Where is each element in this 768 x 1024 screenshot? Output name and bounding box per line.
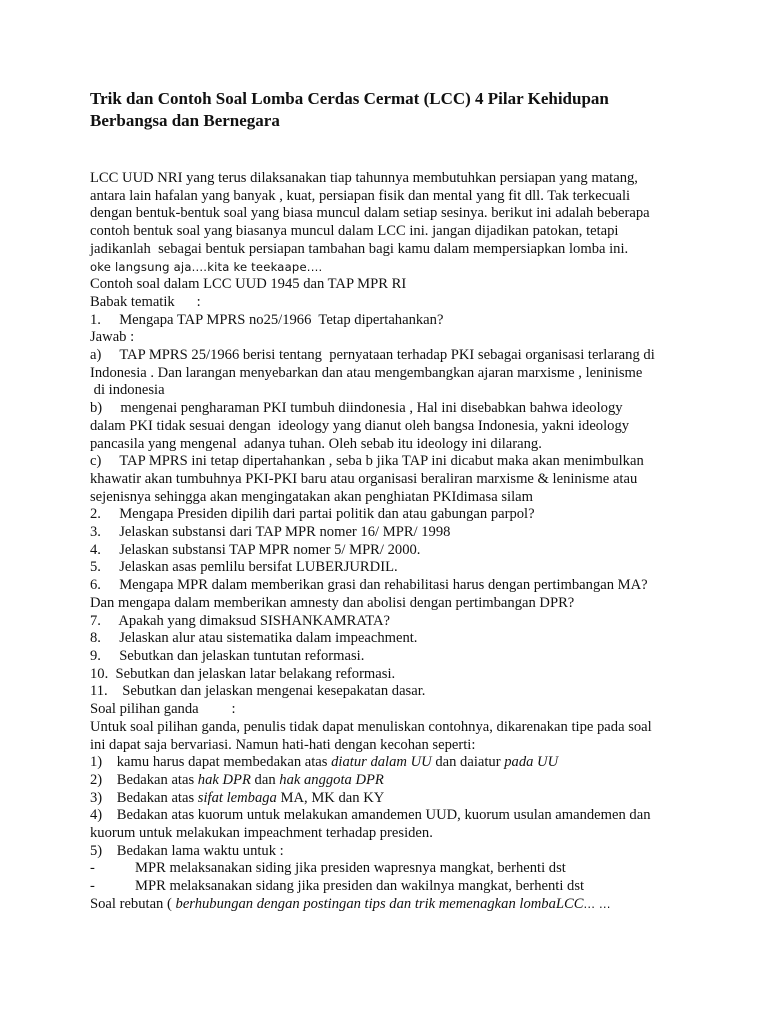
question-item: 4. Jelaskan substansi TAP MPR nomer 5/ MPR/ 2000.: [90, 541, 421, 558]
tip-emphasis: hak DPR: [197, 771, 251, 788]
question-item: 1. Mengapa TAP MPRS no25/1966 Tetap dipertahankan?: [90, 311, 444, 328]
question-item: 11. Sebutkan dan jelaskan mengenai kesepakatan dasar.: [90, 683, 426, 700]
section-heading: [90, 896, 728, 914]
document-body: [90, 170, 728, 914]
answer-line: sejenisnya sehingga akan mengingatakan akan penghiatan PKIdimasa silam: [90, 488, 533, 505]
answer-item: a) TAP MPRS 25/1966 berisi tentang pernyataan terhadap PKI sebagai organisasi terlarang di: [90, 347, 655, 364]
paragraph-line: jadikanlah sebagai bentuk persiapan tambahan bagi kamu dalam mempersiapkan lomba ini.: [90, 240, 629, 257]
tip-subitem: - MPR melaksanakan siding jika presiden wapresnya mangkat, berhenti dst: [90, 860, 566, 877]
section-heading: Contoh soal dalam LCC UUD 1945 dan TAP MPR RI: [90, 276, 407, 293]
tip-emphasis: hak anggota DPR: [279, 771, 384, 788]
tip-item: 4) Bedakan atas kuorum untuk melakukan amandemen UUD, kuorum usulan amandemen dan: [90, 807, 651, 824]
answer-line: dalam PKI tidak sesuai dengan ideology yang dianut oleh bangsa Indonesia, yakni ideology: [90, 417, 630, 434]
question-item: 7. Apakah yang dimaksud SISHANKAMRATA?: [90, 612, 391, 629]
section-heading: Babak tematik :: [90, 293, 201, 310]
paragraph-line: Jawab :: [90, 329, 135, 346]
answer-line: di indonesia: [90, 382, 165, 399]
tip-emphasis: sifat lembaga: [197, 789, 277, 806]
tip-item: [90, 754, 728, 772]
answer-line: pancasila yang mengenal adanya tuhan. Oleh sebab itu ideology ini dilarang.: [90, 435, 542, 452]
question-line: Dan mengapa dalam memberikan amnesty dan abolisi dengan pertimbangan DPR?: [90, 594, 575, 611]
paragraph-line: LCC UUD NRI yang terus dilaksanakan tiap tahunnya membutuhkan persiapan yang matang,: [90, 170, 638, 186]
tip-text: 2) Bedakan atas: [90, 771, 198, 788]
heading-emphasis: berhubungan dengan postingan tips dan trik memenagkan lombaLCC: [175, 895, 584, 912]
title-line-1: Trik dan Contoh Soal Lomba Cerdas Cermat (LCC) 4 Pilar Kehidupan: [90, 89, 609, 108]
heading-text: Soal rebutan (: [90, 895, 176, 912]
answer-line: Indonesia . Dan larangan menyebarkan dan atau mengembangkan ajaran marxisme , leninisme: [90, 364, 643, 381]
answer-item: b) mengenai pengharaman PKI tumbuh diindonesia , Hal ini disebabkan bahwa ideology: [90, 400, 623, 417]
heading-ellipsis: ... ...: [583, 896, 611, 911]
tip-subitem: - MPR melaksanakan sidang jika presiden dan wakilnya mangkat, berhenti dst: [90, 878, 585, 895]
question-item: 8. Jelaskan alur atau sistematika dalam impeachment.: [90, 630, 418, 647]
tip-emphasis: pada UU: [504, 754, 559, 771]
answer-line: khawatir akan tumbuhnya PKI-PKI baru atau organisasi beraliran marxisme & leninisme atau: [90, 470, 638, 487]
section-heading: Soal pilihan ganda :: [90, 701, 236, 718]
paragraph-line: ini dapat saja bervariasi. Namun hati-hati dengan kecohan seperti:: [90, 736, 476, 753]
tip-text: 3) Bedakan atas: [90, 789, 198, 806]
question-item: 9. Sebutkan dan jelaskan tuntutan reformasi.: [90, 647, 365, 664]
paragraph-line: dengan bentuk-bentuk soal yang biasa muncul dalam setiap sesinya. berikut ini adalah beberapa: [90, 205, 650, 222]
answer-item: c) TAP MPRS ini tetap dipertahankan , seba b jika TAP ini dicabut maka akan menimbulkan: [90, 453, 644, 470]
tip-text: dan daiatur: [431, 754, 505, 771]
question-item: 3. Jelaskan substansi dari TAP MPR nomer 16/ MPR/ 1998: [90, 524, 451, 541]
title-line-2: Berbangsa dan Bernegara: [90, 111, 280, 130]
tip-item: 5) Bedakan lama waktu untuk :: [90, 842, 284, 859]
tip-item: [90, 790, 728, 808]
paragraph-line: antara lain hafalan yang banyak , kuat, persiapan fisik dan mental yang fit dll. Tak terkecuali: [90, 187, 631, 204]
tip-text: dan: [250, 771, 280, 788]
question-item: 2. Mengapa Presiden dipilih dari partai politik dan atau gabungan parpol?: [90, 506, 535, 523]
paragraph-line: contoh bentuk soal yang biasanya muncul dalam LCC ini. jangan dijadikan patokan, tetapi: [90, 223, 619, 240]
tip-line: kuorum untuk melakukan impeachment terhadap presiden.: [90, 825, 433, 842]
question-item: 6. Mengapa MPR dalam memberikan grasi dan rehabilitasi harus dengan pertimbangan MA?: [90, 577, 648, 594]
tip-emphasis: diatur dalam UU: [331, 754, 432, 771]
paragraph-line: oke langsung aja....kita ke teekaape....: [90, 259, 323, 274]
question-item: 5. Jelaskan asas pemlilu bersifat LUBERJURDIL.: [90, 559, 398, 576]
document-title: [90, 88, 728, 132]
question-item: 10. Sebutkan dan jelaskan latar belakang reformasi.: [90, 665, 396, 682]
tip-text: MA, MK dan KY: [276, 789, 385, 806]
tip-item: [90, 772, 728, 790]
tip-text: 1) kamu harus dapat membedakan atas: [90, 754, 332, 771]
paragraph-line: Untuk soal pilihan ganda, penulis tidak dapat menuliskan contohnya, dikarenakan tipe pada soal: [90, 718, 652, 735]
